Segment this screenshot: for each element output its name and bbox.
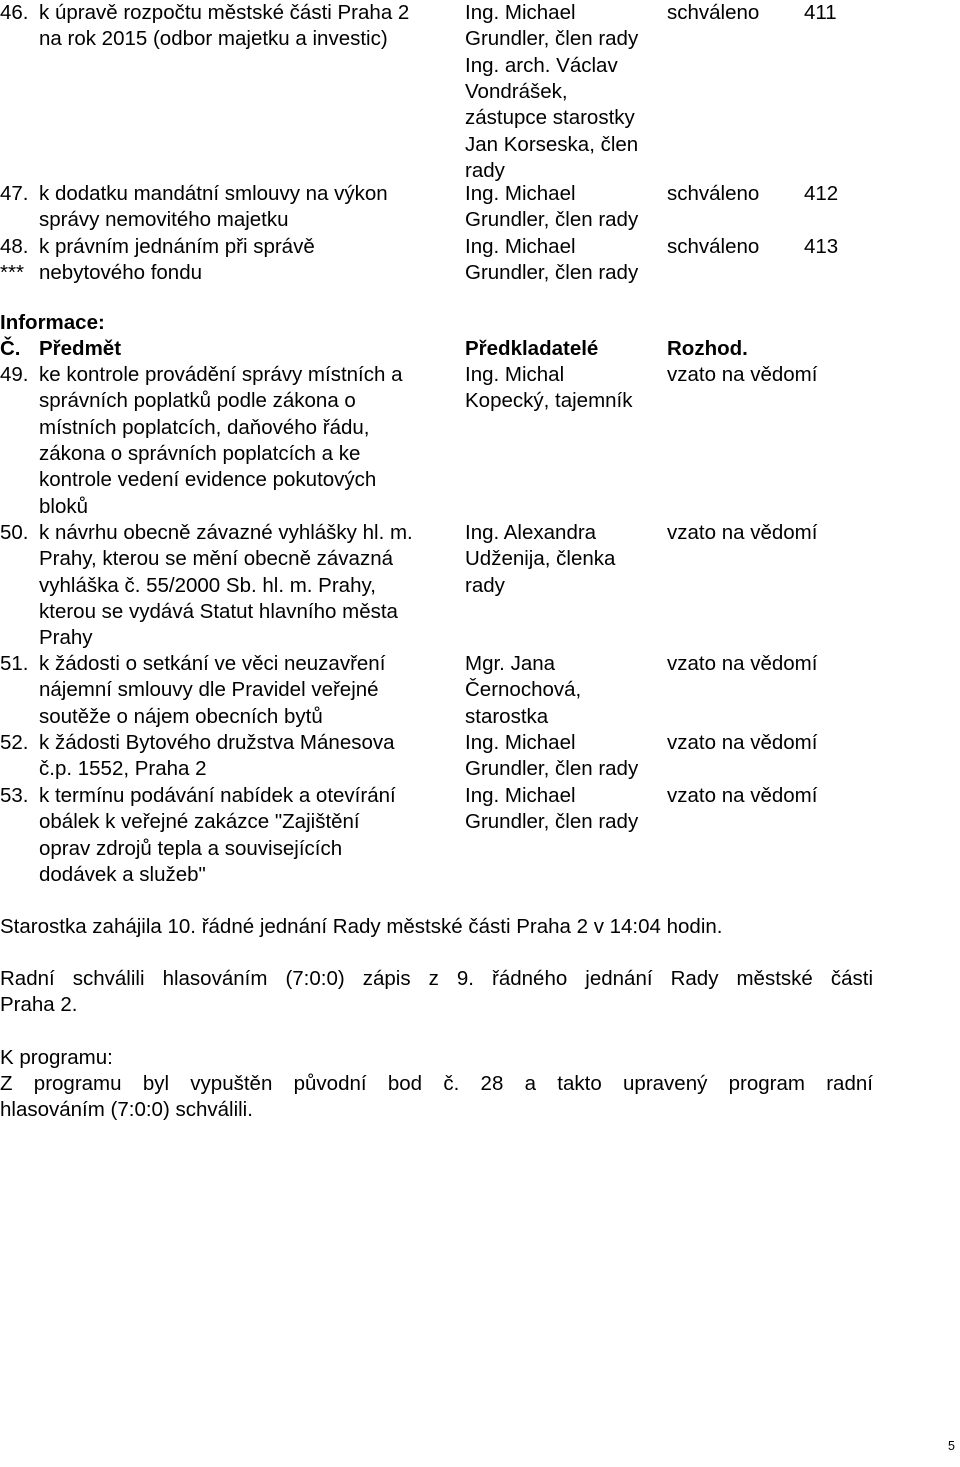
program-heading: K programu: [0,1046,113,1069]
item-number: 46. [0,1,29,24]
header-decision: Rozhod. [667,337,748,360]
item-presenter-line: Grundler, člen rady [465,27,639,51]
item-subject-line: zákona o správních poplatcích a ke [39,441,361,465]
item-presenter-line: Grundler, člen rady [465,208,639,232]
item-presenter-line: Ing. Michael [465,731,576,754]
item-presenter-line: rady [465,573,505,597]
item-subject-line: bloků [39,494,89,518]
item-subject-line: ke kontrole provádění správy místních a [39,363,403,386]
item-subject-line: k dodatku mandátní smlouvy na výkon [39,182,388,205]
item-presenter-line: zástupce starostky [465,106,635,130]
item-presenter-line: Ing. Michael [465,235,576,258]
item-number: 48. [0,235,29,258]
item-subject-line: Prahy, kterou se mění obecně závazná [39,547,394,571]
item-subject-line: nájemní smlouvy dle Pravidel veřejné [39,678,379,702]
item-subject-line: správy nemovitého majetku [39,208,289,232]
item-resolution-number: 412 [804,182,839,205]
item-subject-line: na rok 2015 (odbor majetku a investic) [39,27,388,51]
item-presenter-line: Černochová, [465,678,582,702]
item-number: 53. [0,784,29,807]
item-subject-line: Prahy [39,626,93,650]
item-presenter-line: Ing. arch. Václav [465,53,618,77]
page-number: 5 [948,1439,955,1453]
item-number: 47. [0,182,29,205]
item-subject-line: vyhláška č. 55/2000 Sb. hl. m. Prahy, [39,573,376,597]
minutes-approval-line-end: Praha 2. [0,993,78,1016]
item-subject-line: oprav zdrojů tepla a souvisejících [39,836,343,860]
item-status: schváleno [667,1,760,24]
item-decision: vzato na vědomí [667,363,818,386]
opening-sentence: Starostka zahájila 10. řádné jednání Rady městské části Praha 2 v 14:04 hodin. [0,915,723,938]
item-number: 49. [0,363,29,386]
item-subject-line: kterou se vydává Statut hlavního města [39,599,398,623]
item-resolution-number: 413 [804,235,839,258]
item-presenter-line: Ing. Alexandra [465,521,597,544]
header-subject: Předmět [39,337,122,360]
item-decision: vzato na vědomí [667,652,818,675]
item-presenter-line: Ing. Michael [465,784,576,807]
item-presenter-line: Ing. Michael [465,182,576,205]
item-presenter-line: Vondrášek, [465,79,568,103]
item-decision: vzato na vědomí [667,731,818,754]
program-change-line-end: hlasováním (7:0:0) schválili. [0,1098,253,1121]
item-subject-line: č.p. 1552, Praha 2 [39,757,207,781]
item-presenter-line: Grundler, člen rady [465,261,639,285]
item-presenter-line: Mgr. Jana [465,652,556,675]
item-subject-line: správních poplatků podle zákona o [39,389,356,413]
item-presenter-line: Ing. Michael [465,1,576,24]
item-subject-line: dodávek a služeb" [39,862,206,886]
item-subject-line: k právním jednáním při správě [39,235,315,258]
item-subject-line: obálek k veřejné zakázce "Zajištění [39,810,360,834]
item-number: 52. [0,731,29,754]
item-number: 50. [0,521,29,544]
item-decision: vzato na vědomí [667,521,818,544]
item-subject-line: k termínu podávání nabídek a otevírání [39,784,396,807]
program-change-line: Z programu byl vypuštěn původní bod č. 28 a takto upravený program radní [0,1072,873,1095]
header-number: Č. [0,337,21,360]
item-resolution-number: 411 [804,1,837,24]
item-subject-line: k návrhu obecně závazné vyhlášky hl. m. [39,521,413,544]
item-subject-line: kontrole vedení evidence pokutových [39,468,377,492]
header-presenters: Předkladatelé [465,337,599,360]
item-status: schváleno [667,182,760,205]
item-presenter-line: Grundler, člen rady [465,810,639,834]
section-title: Informace: [0,311,105,334]
item-presenter-line: starostka [465,704,549,728]
item-decision: vzato na vědomí [667,784,818,807]
item-marker: *** [0,261,24,285]
item-subject-line: k úpravě rozpočtu městské části Praha 2 [39,1,410,24]
item-status: schváleno [667,235,760,258]
item-presenter-line: rady [465,158,505,182]
minutes-approval-line: Radní schválili hlasováním (7:0:0) zápis z 9. řádného jednání Rady městské části [0,967,873,990]
item-number: 51. [0,652,29,675]
item-subject-line: místních poplatcích, daňového řádu, [39,415,370,439]
item-subject-line: k žádosti o setkání ve věci neuzavření [39,652,386,675]
item-presenter-line: Udženija, členka [465,547,616,571]
item-presenter-line: Kopecký, tajemník [465,389,633,413]
item-presenter-line: Grundler, člen rady [465,757,639,781]
item-subject-line: soutěže o nájem obecních bytů [39,704,323,728]
item-subject-line: k žádosti Bytového družstva Mánesova [39,731,395,754]
item-presenter-line: Jan Korseska, člen [465,132,639,156]
item-subject-line: nebytového fondu [39,261,202,285]
item-presenter-line: Ing. Michal [465,363,565,386]
